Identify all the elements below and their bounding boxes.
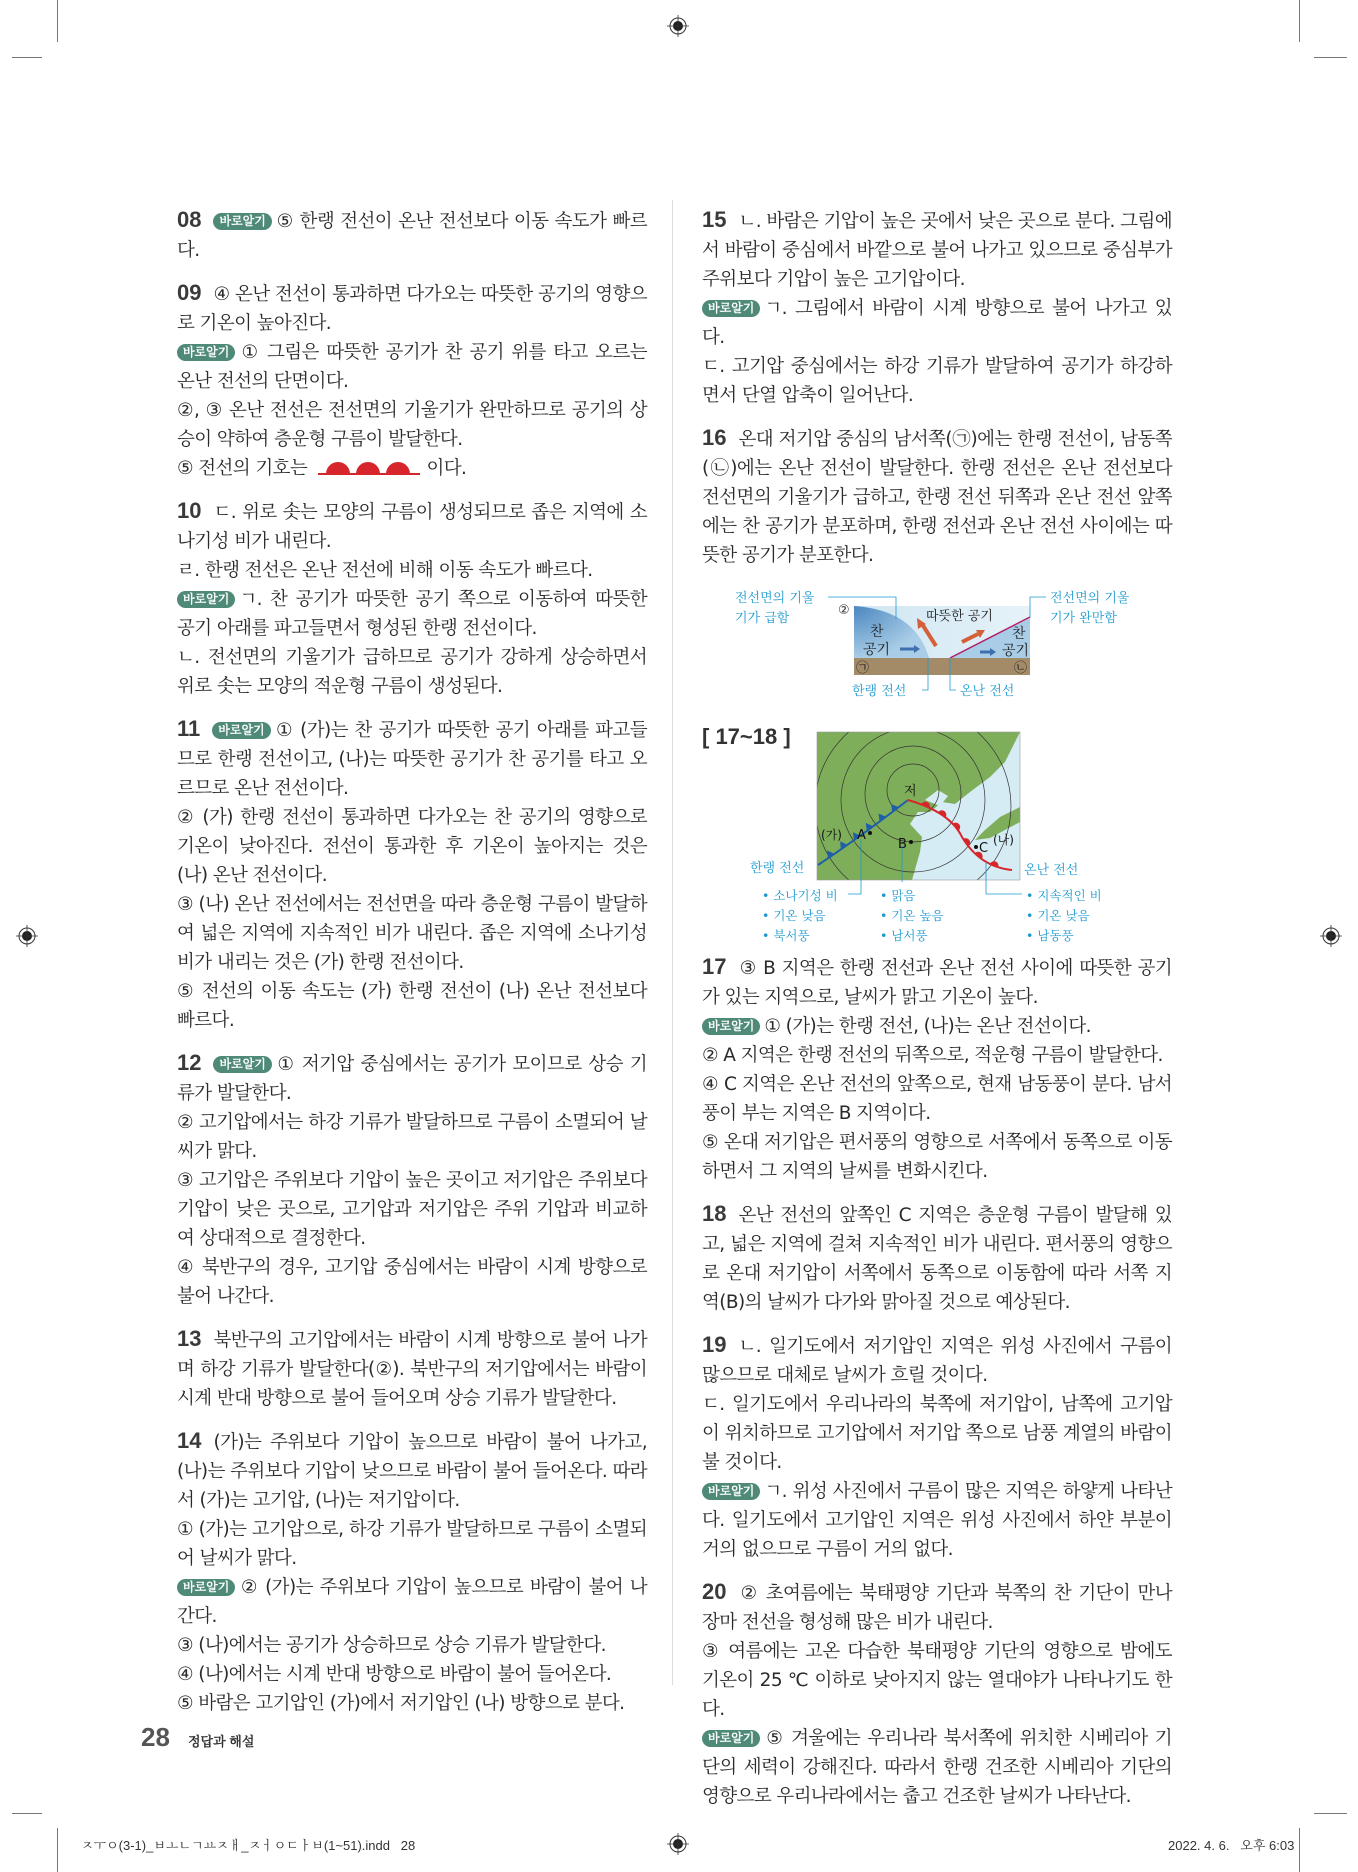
answer-text: 온난 전선의 앞쪽인 C 지역은 층운형 구름이 발달해 있고, 넓은 지역에 걸쳐 지속적인 비가 내린다. 편서풍의 영향으로 온대 저기압이 서쪽에서 동쪽으로 이동함에 따라 서쪽 지역(B)의 날씨가 다가와 맑아질 것으로 예상된다. — [702, 1205, 1172, 1313]
registration-mark-icon — [16, 925, 38, 947]
question-number: 18 — [702, 1201, 727, 1226]
correction-badge: 바로알기 — [212, 722, 270, 739]
cold-air-label: 공기 — [1002, 643, 1030, 659]
answer-paragraph — [702, 1637, 1172, 1724]
answer-paragraph — [177, 1573, 647, 1631]
answer-item — [177, 1048, 647, 1311]
answer-text: ㄷ. 위로 솟는 모양의 구름이 생성되므로 좁은 지역에 소나기성 비가 내린다. — [177, 502, 647, 552]
answer-text: ㄴ. 일기도에서 저기압인 지역은 위성 사진에서 구름이 많으므로 대체로 날씨가 흐릴 것이다. — [702, 1336, 1172, 1386]
answer-paragraph — [177, 643, 647, 701]
answer-paragraph — [177, 585, 647, 643]
answer-paragraph — [702, 1199, 1172, 1317]
cold-air-label: 찬 — [1012, 626, 1026, 642]
answer-paragraph — [702, 1477, 1172, 1564]
answer-text: ㄴ. 전선면의 기울기가 급하므로 공기가 강하게 상승하면서 위로 솟는 모양의 적운형 구름이 생성된다. — [177, 647, 647, 697]
correction-badge: 바로알기 — [702, 300, 760, 317]
answer-text: ③ B 지역은 한랭 전선과 온난 전선 사이에 따뜻한 공기가 있는 지역으로, 날씨가 맑고 기온이 높다. — [702, 958, 1172, 1008]
section-title: [ 17~18 ] — [702, 724, 791, 749]
answer-text: ① (가)는 고기압으로, 하강 기류가 발달하므로 구름이 소멸되어 날씨가 맑다. — [177, 1519, 647, 1569]
answer-paragraph — [177, 890, 647, 977]
cold-air-label: 공기 — [863, 642, 891, 658]
weather-map-container — [700, 722, 1172, 952]
answer-paragraph — [702, 205, 1172, 294]
answer-text: ㄱ. 위성 사진에서 구름이 많은 지역은 하얗게 나타난다. 일기도에서 고기압인 지역은 위성 사진에서 하얀 부분이 거의 없으므로 구름이 거의 없다. — [702, 1481, 1172, 1560]
point-a-label: A — [857, 828, 866, 843]
answer-text: ㄱ. 찬 공기가 따뜻한 공기 쪽으로 이동하여 따뜻한 공기 아래를 파고들면서 형성된 한랭 전선이다. — [177, 589, 647, 639]
answer-paragraph — [177, 278, 647, 338]
answer-paragraph — [702, 1070, 1172, 1128]
answer-text: ② (가)는 주위보다 기압이 높으므로 바람이 불어 나간다. — [177, 1577, 647, 1627]
answer-text: ㄷ. 일기도에서 우리나라의 북쪽에 저기압이, 남쪽에 고기압이 위치하므로 고기압에서 저기압 쪽으로 남풍 계열의 바람이 불 것이다. — [702, 1394, 1172, 1473]
answer-paragraph — [702, 423, 1172, 570]
correction-badge: 바로알기 — [213, 1056, 271, 1073]
answer-text: ② (가) 한랭 전선이 통과하면 다가오는 찬 공기의 영향으로 기온이 낮아진다. 전선이 통과한 후 기온이 높아지는 것은 (나) 온난 전선이다. — [177, 807, 647, 886]
answer-paragraph — [177, 338, 647, 396]
answer-item — [177, 496, 647, 701]
c-note: • 기온 낮음 — [1026, 908, 1090, 923]
answer-text: ③ 고기압은 주위보다 기압이 높은 곳이고 저기압은 주위보다 기압이 낮은 곳으로, 고기압과 저기압은 주위 기압과 비교하여 상대적으로 결정한다. — [177, 1170, 647, 1249]
column-divider — [672, 200, 673, 1685]
registration-mark-icon — [667, 1833, 689, 1855]
answer-text: 온대 저기압 중심의 남서쪽(㉠)에는 한랭 전선이, 남동쪽(㉡)에는 온난 전선이 발달한다. 한랭 전선은 온난 전선보다 전선면의 기울기가 급하고, 한랭 전선 뒤쪽과 온난 전선 앞쪽에는 찬 공기가 분포하며, 한랭 전선과 온난 전선 사이에는 따뜻한 공기가 분포한다. — [702, 429, 1172, 566]
b-note: • 기온 높음 — [880, 908, 944, 923]
answer-paragraph — [177, 1689, 647, 1718]
question-number: 19 — [702, 1332, 727, 1357]
answer-item — [702, 1199, 1172, 1317]
question-number: 12 — [177, 1050, 202, 1075]
answer-paragraph — [177, 1631, 647, 1660]
answer-text: ②, ③ 온난 전선은 전선면의 기울기가 완만하므로 공기의 상승이 약하여 층운형 구름이 발달한다. — [177, 400, 647, 450]
answer-paragraph — [177, 714, 647, 803]
answer-paragraph — [177, 803, 647, 890]
ga-label: (가) — [821, 828, 842, 842]
question-number: 14 — [177, 1428, 202, 1453]
right-answers-bottom — [702, 952, 1172, 1811]
a-note: • 북서풍 — [762, 928, 810, 943]
answer-paragraph — [702, 952, 1172, 1012]
a-note: • 소나기성 비 — [762, 888, 838, 903]
answer-text: ③ (나) 온난 전선에서는 전선면을 따라 층운형 구름이 발달하여 넓은 지역에 지속적인 비가 내린다. 좁은 지역에 소나기성 비가 내리는 것은 (가) 한랭 전선이다. — [177, 894, 647, 973]
front-diagram-container — [700, 574, 1172, 714]
answer-paragraph — [177, 1426, 647, 1515]
answer-text: ② 초여름에는 북태평양 기단과 북쪽의 찬 기단이 만나 장마 전선을 형성해 많은 비가 내린다. — [702, 1583, 1172, 1633]
gentle-slope-note: 전선면의 기울 — [1050, 591, 1130, 606]
answer-text: ㄱ. 그림에서 바람이 시계 방향으로 불어 나가고 있다. — [702, 298, 1172, 348]
answer-item — [702, 1577, 1172, 1811]
answer-text: ④ (나)에서는 시계 반대 방향으로 바람이 불어 들어온다. — [177, 1664, 612, 1685]
answer-text: ① (가)는 한랭 전선, (나)는 온난 전선이다. — [764, 1016, 1091, 1037]
crop-mark — [1314, 57, 1347, 58]
answer-paragraph — [177, 1253, 647, 1311]
answer-paragraph — [177, 496, 647, 556]
correction-badge: 바로알기 — [177, 344, 235, 361]
answer-paragraph — [177, 205, 647, 265]
right-answers-top — [702, 205, 1172, 570]
answer-text: ④ 북반구의 경우, 고기압 중심에서는 바람이 시계 방향으로 불어 나간다. — [177, 1257, 647, 1307]
answer-text: ④ 온난 전선이 통과하면 다가오는 따뜻한 공기의 영향으로 기온이 높아진다. — [177, 284, 647, 334]
question-number: 10 — [177, 498, 202, 523]
c-note: • 지속적인 비 — [1026, 888, 1102, 903]
answer-paragraph — [177, 1324, 647, 1413]
left-answers — [177, 205, 647, 1718]
answer-text: ② 고기압에서는 하강 기류가 발달하므로 구름이 소멸되어 날씨가 맑다. — [177, 1112, 647, 1162]
point-b-label: B — [898, 837, 907, 852]
label-giyeok: ㉠ — [856, 661, 870, 676]
question-number: 17 — [702, 954, 727, 979]
warm-front-symbol-icon — [314, 458, 424, 476]
weather-map-diagram — [700, 722, 1180, 952]
answer-text: 이다. — [426, 458, 467, 479]
steep-slope-note: 전선면의 기울 — [735, 591, 815, 606]
answer-text: ① (가)는 찬 공기가 따뜻한 공기 아래를 파고들므로 한랭 전선이고, (나)는 따뜻한 공기가 찬 공기를 타고 오르므로 온난 전선이다. — [177, 720, 647, 799]
crop-mark — [12, 1813, 42, 1814]
answer-paragraph — [702, 1041, 1172, 1070]
b-note: • 맑음 — [880, 888, 916, 903]
answer-paragraph — [177, 1048, 647, 1108]
answer-paragraph — [177, 1108, 647, 1166]
answer-text: ② A 지역은 한랭 전선의 뒤쪽으로, 적운형 구름이 발달한다. — [702, 1045, 1163, 1066]
registration-mark-icon — [667, 15, 689, 37]
answer-text: ⑤ 겨울에는 우리나라 북서쪽에 위치한 시베리아 기단의 세력이 강해진다. 따라서 한랭 건조한 시베리아 기단의 영향으로 우리나라에서는 춥고 건조한 날씨가 나타난다. — [702, 1728, 1172, 1807]
crop-mark — [57, 1828, 58, 1872]
answer-text: ⑤ 온대 저기압은 편서풍의 영향으로 서쪽에서 동쪽으로 이동하면서 그 지역의 날씨를 변화시킨다. — [702, 1132, 1172, 1182]
crop-mark — [1299, 1828, 1300, 1872]
answer-text: ① 그림은 따뜻한 공기가 찬 공기 위를 타고 오르는 온난 전선의 단면이다. — [177, 342, 647, 392]
page-number: 28 — [141, 1722, 170, 1752]
marker-label: ② — [838, 603, 850, 618]
answer-item — [702, 205, 1172, 410]
crop-mark — [1314, 1813, 1347, 1814]
answer-text: ④ C 지역은 온난 전선의 앞쪽으로, 현재 남동풍이 분다. 남서풍이 부는 지역은 B 지역이다. — [702, 1074, 1172, 1124]
answer-paragraph — [702, 1724, 1172, 1811]
crop-mark — [12, 57, 42, 58]
correction-badge: 바로알기 — [702, 1730, 760, 1747]
answer-paragraph — [177, 1660, 647, 1689]
answer-paragraph — [702, 294, 1172, 352]
cold-air-label: 찬 — [870, 624, 884, 640]
answer-text: (가)는 주위보다 기압이 높으므로 바람이 불어 나가고, (나)는 주위보다 기압이 낮으므로 바람이 불어 들어온다. 따라서 (가)는 고기압, (나)는 저기압이다. — [177, 1432, 647, 1511]
correction-badge: 바로알기 — [702, 1483, 760, 1500]
answer-paragraph — [177, 1166, 647, 1253]
answer-paragraph — [177, 454, 647, 483]
question-number: 11 — [177, 716, 201, 741]
cold-front-label: 한랭 전선 — [852, 684, 907, 699]
c-note: • 남동풍 — [1026, 928, 1074, 943]
answer-item — [177, 278, 647, 483]
na-label: (나) — [993, 833, 1014, 847]
answer-text: ① 저기압 중심에서는 공기가 모이므로 상승 기류가 발달한다. — [177, 1054, 647, 1104]
answer-text: ⑤ 전선의 기호는 — [177, 458, 308, 479]
question-number: 20 — [702, 1579, 727, 1604]
answer-text: ③ (나)에서는 공기가 상승하므로 상승 기류가 발달한다. — [177, 1635, 606, 1656]
correction-badge: 바로알기 — [177, 591, 235, 608]
answer-paragraph — [702, 352, 1172, 410]
a-note: • 기온 낮음 — [762, 908, 826, 923]
question-number: 16 — [702, 425, 727, 450]
answer-paragraph — [177, 556, 647, 585]
answer-text: ③ 여름에는 고온 다습한 북태평양 기단의 영향으로 밤에도 기온이 25 ℃ 이하로 낮아지지 않는 열대야가 나타나기도 한다. — [702, 1641, 1172, 1720]
registration-mark-icon — [1320, 925, 1342, 947]
answer-item — [702, 952, 1172, 1186]
file-name: ㅈㅜㅇ(3-1)_ㅂㅗㄴㄱㅛㅈㅐ_ㅈㅓㅇㄷㅏㅂ(1~51).indd 28 — [81, 1838, 416, 1853]
answer-paragraph — [702, 1390, 1172, 1477]
answer-text: ⑤ 전선의 이동 속도는 (가) 한랭 전선이 (나) 온난 전선보다 빠르다. — [177, 981, 647, 1031]
question-number: 08 — [177, 207, 202, 232]
answer-paragraph — [177, 396, 647, 454]
warm-front-label: 온난 전선 — [1024, 863, 1079, 878]
answer-item — [177, 205, 647, 265]
section-name: 정답과 해설 — [188, 1734, 255, 1749]
answer-item — [702, 1330, 1172, 1564]
label-nieun: ㉡ — [1014, 661, 1028, 676]
question-number: 09 — [177, 280, 202, 305]
answer-paragraph — [702, 1577, 1172, 1637]
right-column — [702, 205, 1172, 1811]
question-number: 13 — [177, 1326, 202, 1351]
answer-text: ㄹ. 한랭 전선은 온난 전선에 비해 이동 속도가 빠르다. — [177, 560, 593, 581]
warm-front-label: 온난 전선 — [960, 684, 1015, 699]
answer-text: ㄷ. 고기압 중심에서는 하강 기류가 발달하여 공기가 하강하면서 단열 압축이 일어난다. — [702, 356, 1172, 406]
leader-line — [1030, 597, 1046, 618]
answer-paragraph — [177, 1515, 647, 1573]
cold-front-label: 한랭 전선 — [750, 861, 805, 876]
answer-item — [177, 714, 647, 1035]
timestamp: 2022. 4. 6. 오후 6:03 — [1168, 1838, 1295, 1853]
gentle-slope-note: 기가 완만함 — [1050, 611, 1117, 626]
answer-paragraph — [702, 1012, 1172, 1041]
front-cross-section-diagram — [700, 574, 1180, 714]
correction-badge: 바로알기 — [177, 1579, 235, 1596]
answer-paragraph — [177, 977, 647, 1035]
answer-text: 북반구의 고기압에서는 바람이 시계 방향으로 불어 나가며 하강 기류가 발달한다(②). 북반구의 저기압에서는 바람이 시계 반대 방향으로 불어 들어오며 상승 기류가 발달한다. — [177, 1330, 647, 1409]
answer-text: ⑤ 바람은 고기압인 (가)에서 저기압인 (나) 방향으로 분다. — [177, 1693, 625, 1714]
answer-text: ㄴ. 바람은 기압이 높은 곳에서 낮은 곳으로 분다. 그림에서 바람이 중심에서 바깥으로 불어 나가고 있으므로 중심부가 주위보다 기압이 높은 고기압이다. — [702, 211, 1172, 290]
answer-paragraph — [702, 1128, 1172, 1186]
crop-mark — [1299, 0, 1300, 42]
answer-item — [177, 1426, 647, 1718]
correction-badge: 바로알기 — [213, 213, 271, 230]
low-pressure-label: 저 — [904, 784, 917, 799]
warm-air-label: 따뜻한 공기 — [926, 609, 993, 624]
crop-mark — [57, 0, 58, 42]
question-number: 15 — [702, 207, 727, 232]
correction-badge: 바로알기 — [702, 1018, 760, 1035]
answer-paragraph — [702, 1330, 1172, 1390]
answer-item — [177, 1324, 647, 1413]
left-column — [177, 205, 647, 1718]
steep-slope-note: 기가 급함 — [735, 611, 790, 626]
ground — [854, 658, 1030, 675]
b-note: • 남서풍 — [880, 928, 928, 943]
answer-text: ⑤ 한랭 전선이 온난 전선보다 이동 속도가 빠르다. — [177, 211, 647, 261]
point-c-label: C — [979, 841, 989, 856]
answer-item — [702, 423, 1172, 570]
